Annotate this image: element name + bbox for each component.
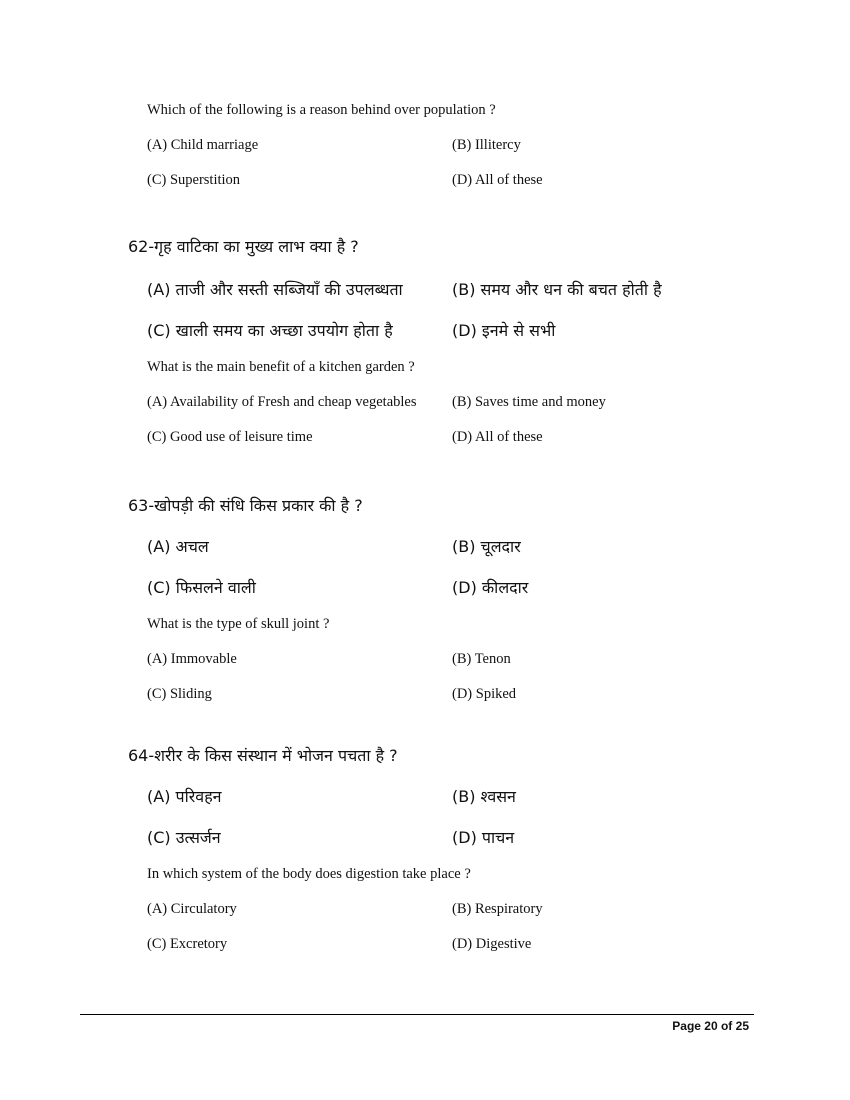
q64-hindi-option-c: (C) उत्सर्जन <box>147 828 221 847</box>
q61-option-b: (B) Illitercy <box>452 137 521 153</box>
page-number: Page 20 of 25 <box>672 1019 749 1033</box>
q63-hindi-option-a: (A) अचल <box>147 537 209 556</box>
question-63-hindi: 63-खोपड़ी की संधि किस प्रकार की है ? <box>128 496 363 515</box>
q63-option-a: (A) Immovable <box>147 651 237 667</box>
footer-rule <box>80 1014 754 1015</box>
question-62-english: What is the main benefit of a kitchen garden ? <box>147 359 415 375</box>
q61-option-a: (A) Child marriage <box>147 137 259 153</box>
q61-option-c: (C) Superstition <box>147 172 241 188</box>
question-64-english: In which system of the body does digestion take place ? <box>147 866 471 882</box>
q64-option-d: (D) Digestive <box>452 936 532 952</box>
q62-option-d: (D) All of these <box>452 429 543 445</box>
q63-hindi-option-c: (C) फिसलने वाली <box>147 578 256 597</box>
q62-option-b: (B) Saves time and money <box>452 394 606 410</box>
q64-hindi-option-b: (B) श्वसन <box>452 787 516 806</box>
q64-option-a: (A) Circulatory <box>147 901 237 917</box>
q63-option-d: (D) Spiked <box>452 686 517 702</box>
q62-option-c: (C) Good use of leisure time <box>147 429 313 445</box>
q62-option-a: (A) Availability of Fresh and cheap vegetables <box>147 394 417 410</box>
q63-option-b: (B) Tenon <box>452 651 511 667</box>
q62-hindi-option-d: (D) इनमे से सभी <box>452 321 556 340</box>
question-62-hindi: 62-गृह वाटिका का मुख्य लाभ क्या है ? <box>128 237 359 256</box>
q63-hindi-option-b: (B) चूलदार <box>452 537 521 556</box>
q61-option-d: (D) All of these <box>452 172 543 188</box>
q64-option-b: (B) Respiratory <box>452 901 543 917</box>
q64-option-c: (C) Excretory <box>147 936 228 952</box>
q64-hindi-option-a: (A) परिवहन <box>147 787 222 806</box>
q62-hindi-option-b: (B) समय और धन की बचत होती है <box>452 280 662 299</box>
question-63-english: What is the type of skull joint ? <box>147 616 330 632</box>
question-64-hindi: 64-शरीर के किस संस्थान में भोजन पचता है ? <box>128 746 398 765</box>
q63-option-c: (C) Sliding <box>147 686 212 702</box>
q63-hindi-option-d: (D) कीलदार <box>452 578 529 597</box>
q64-hindi-option-d: (D) पाचन <box>452 828 515 847</box>
question-61-text: Which of the following is a reason behind over population ? <box>147 102 496 118</box>
q62-hindi-option-a: (A) ताजी और सस्ती सब्जियाँ की उपलब्धता <box>147 280 403 299</box>
q62-hindi-option-c: (C) खाली समय का अच्छा उपयोग होता है <box>147 321 393 340</box>
